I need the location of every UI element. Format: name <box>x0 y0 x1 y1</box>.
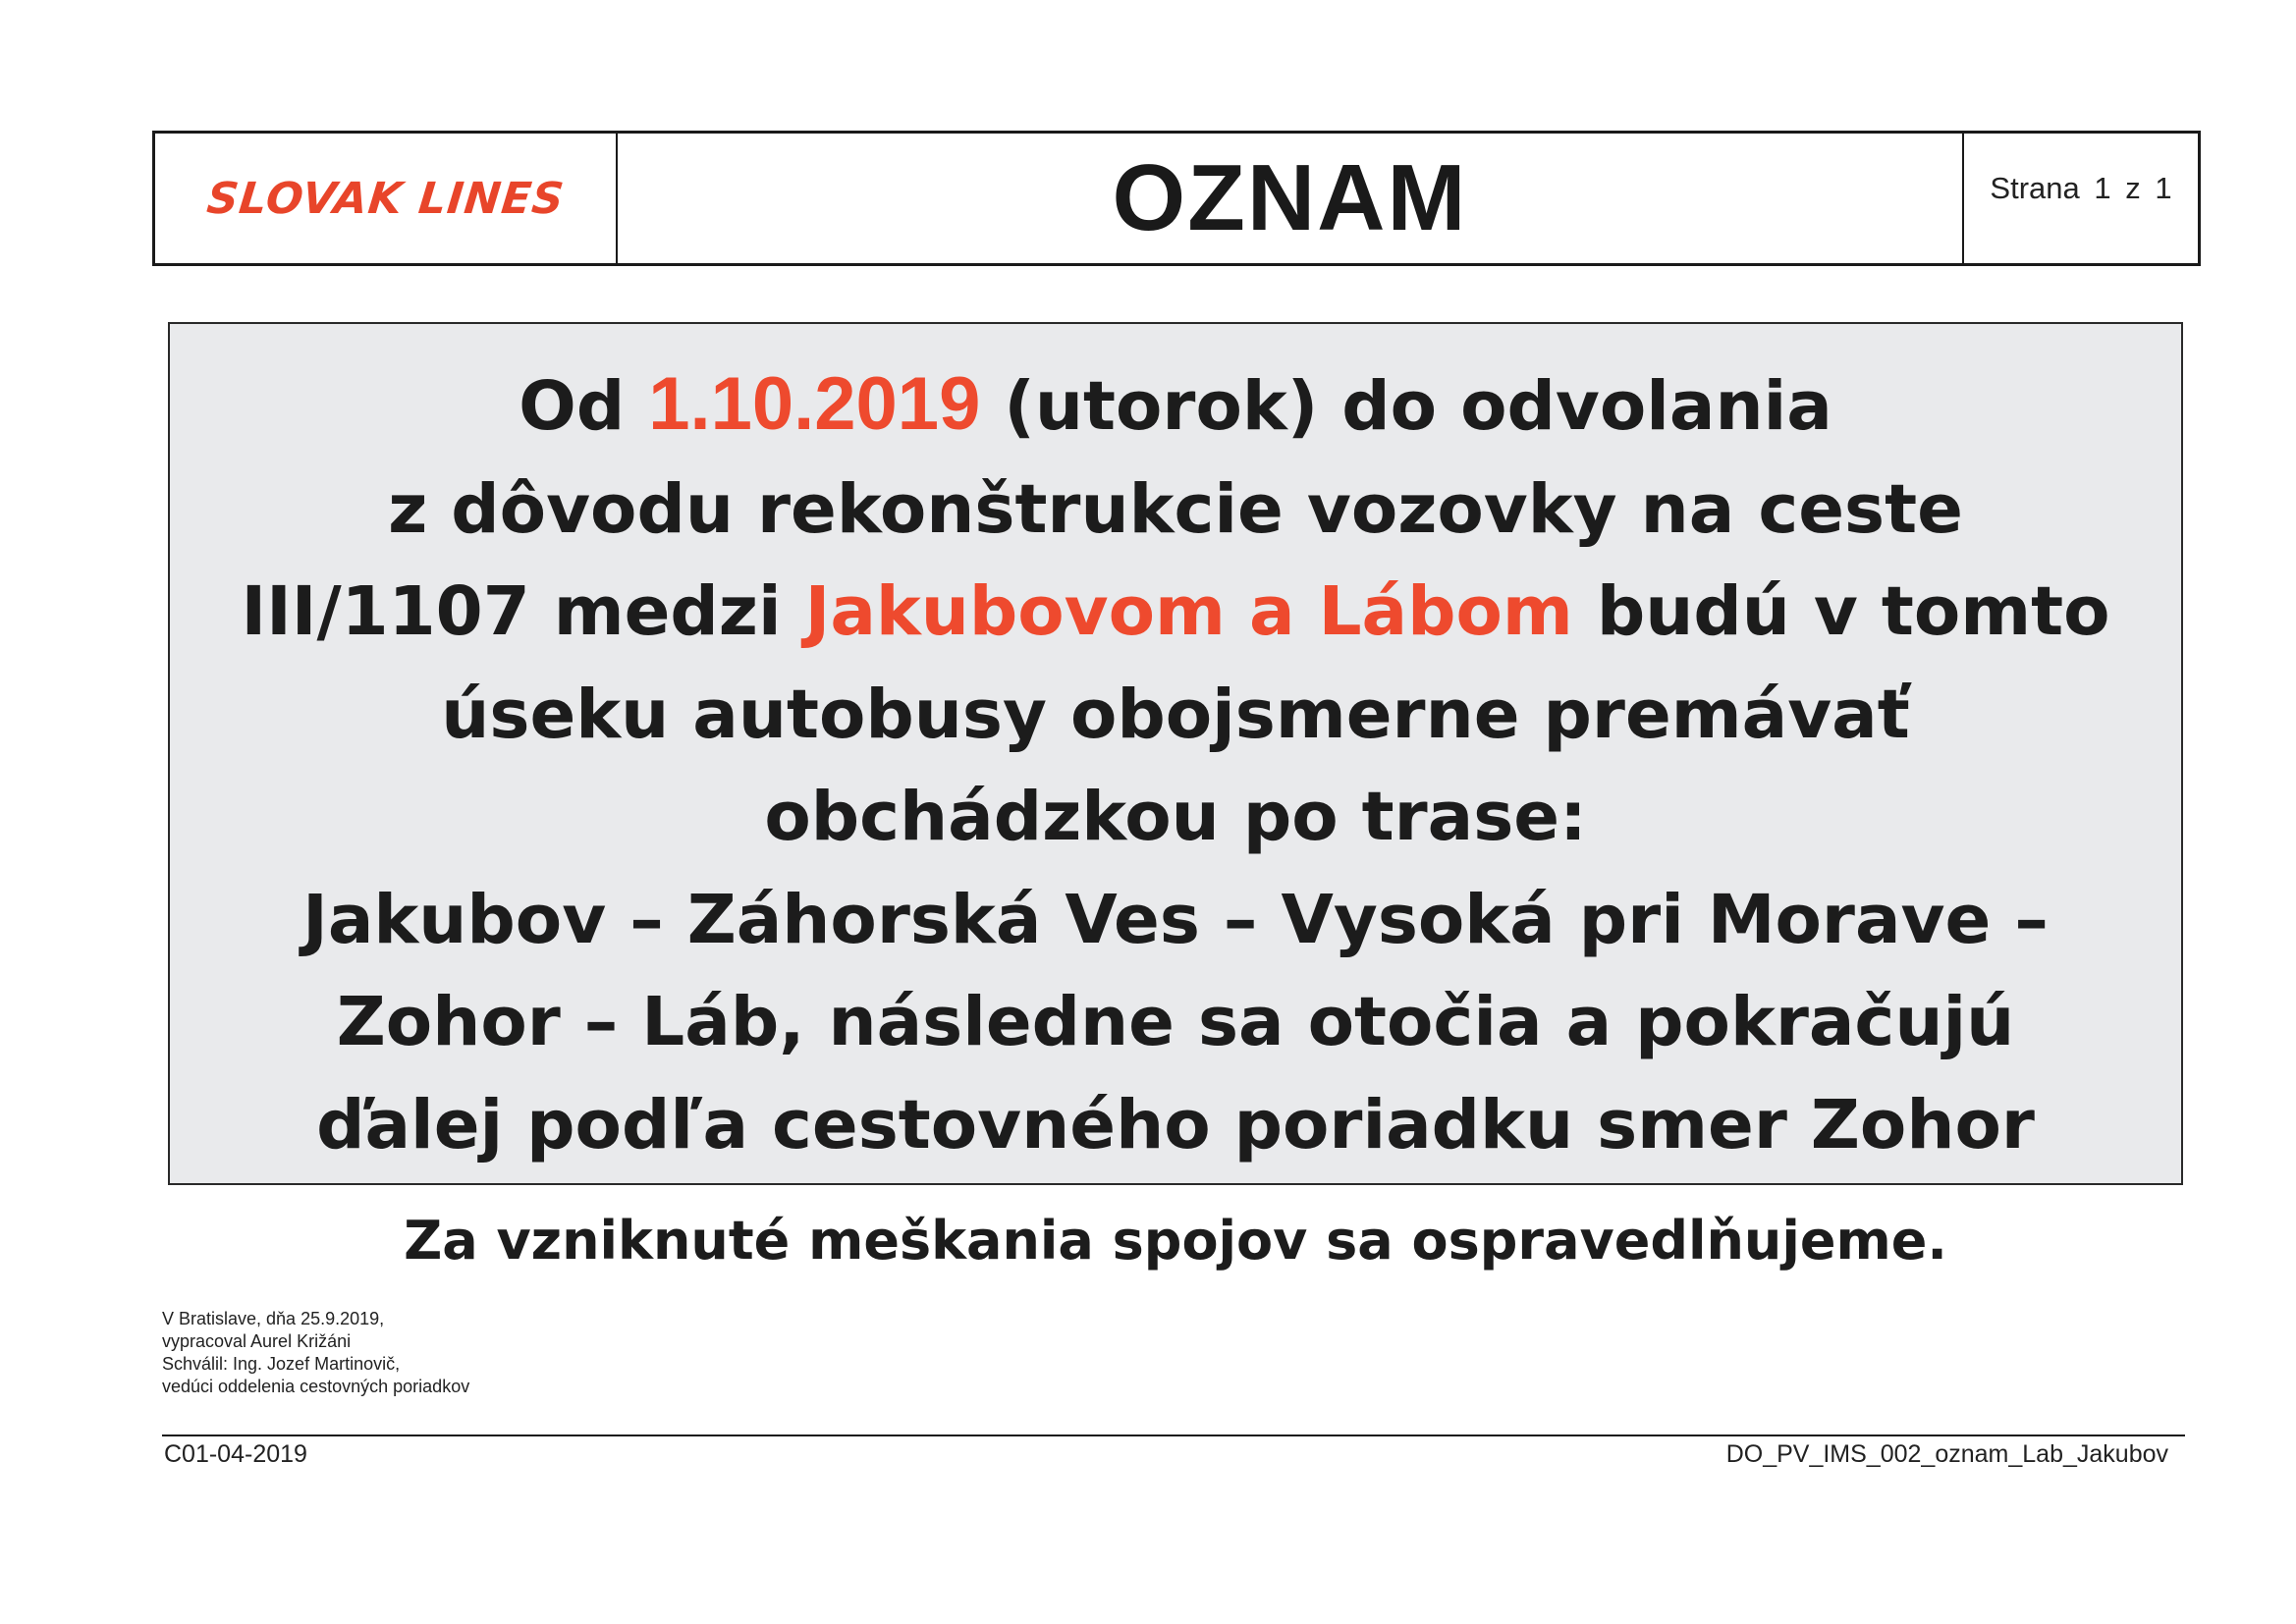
footer-code: C01-04-2019 <box>164 1440 307 1468</box>
signoff-position: vedúci oddelenia cestovných poriadkov <box>162 1377 470 1396</box>
signoff-prepared-by: vypracoval Aurel Križáni <box>162 1331 352 1351</box>
notice-line-2: z dôvodu rekonštrukcie vozovky na ceste <box>388 469 1963 549</box>
notice-text: budú v tomto <box>1572 572 2110 651</box>
detour-route-line-1: Jakubov – Záhorská Ves – Vysoká pri Morave – <box>302 880 2049 959</box>
notice-line-5: obchádzkou po trase: <box>764 778 1587 856</box>
slovak-lines-logo: SLOVAK LINES <box>204 173 567 224</box>
notice-box <box>168 322 2183 1185</box>
signoff-place-date: V Bratislave, dňa 25.9.2019, <box>162 1309 385 1328</box>
effective-date: 1.10.2019 <box>648 362 981 446</box>
detour-route-line-2: Zohor – Láb, následne sa otočia a pokračujú <box>336 983 2015 1061</box>
page-title: OZNAM <box>1112 145 1468 250</box>
logo-cell <box>155 134 618 263</box>
apology-text: Za vzniknuté meškania spojov sa ospravedlňujeme. <box>404 1210 1947 1272</box>
signoff-block <box>162 1308 469 1398</box>
detour-route-line-3: ďalej podľa cestovného poriadku smer Zohor <box>316 1085 2035 1164</box>
title-cell <box>618 134 1964 263</box>
header-table <box>152 131 2201 266</box>
notice-line-1 <box>170 353 2181 459</box>
page-number-cell <box>1964 134 2198 263</box>
signoff-approved-by: Schválil: Ing. Jozef Martinovič, <box>162 1354 401 1374</box>
footer-document-id: DO_PV_IMS_002_oznam_Lab_Jakubov <box>1725 1440 2168 1468</box>
notice-text: III/1107 medzi <box>241 572 805 651</box>
page-number: Strana 1 z 1 <box>1990 171 2172 205</box>
notice-text: (utorok) do odvolania <box>980 367 1832 446</box>
notice-line-4: úseku autobusy obojsmerne premávať <box>441 675 1910 754</box>
affected-section: Jakubovom a Lábom <box>804 572 1573 651</box>
notice-text: Od <box>519 367 649 446</box>
notice-line-3 <box>170 561 2181 664</box>
footer-divider <box>162 1435 2185 1436</box>
